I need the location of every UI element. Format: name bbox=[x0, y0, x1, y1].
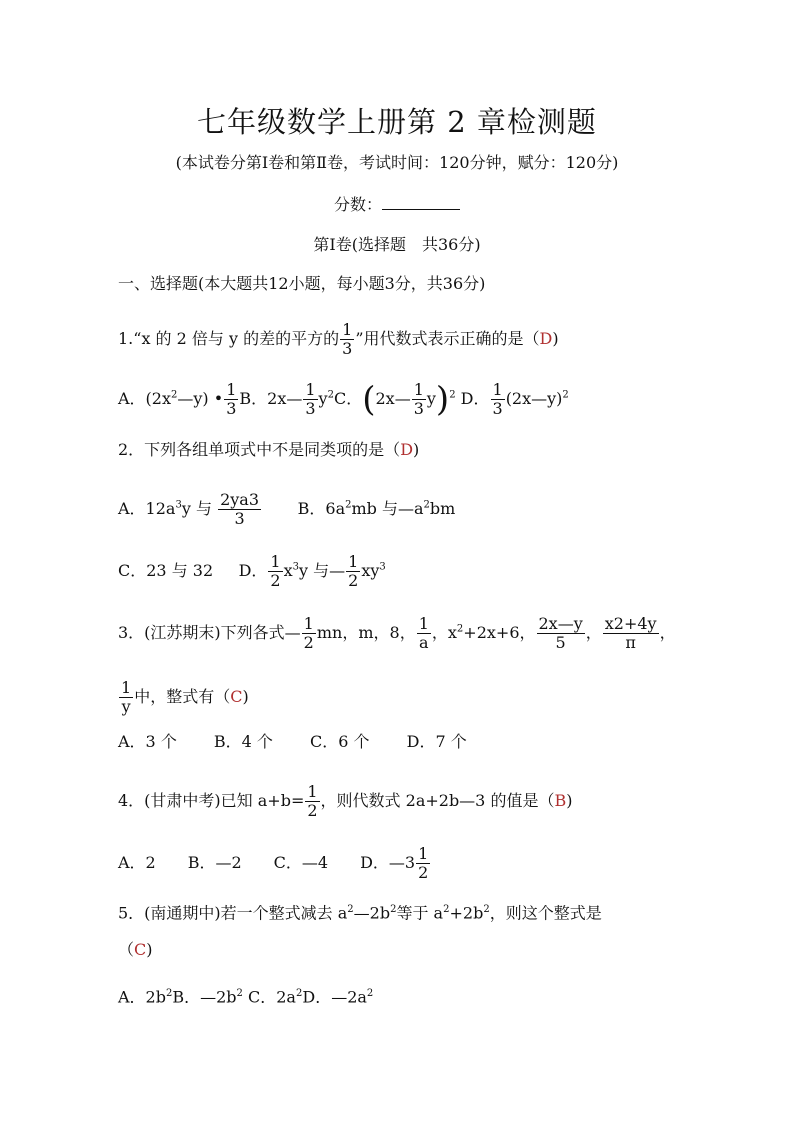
q1-option-b: B．2x— bbox=[239, 389, 303, 408]
q5-option-d: D．—2a bbox=[302, 987, 367, 1007]
q1-fraction: $\frac{1}{3}$ bbox=[342, 320, 353, 358]
q3-options: A．3 个 B．4 个 C．6 个 D．7 个 bbox=[118, 732, 467, 751]
part1-title: 第Ⅰ卷(选择题 共36分) bbox=[313, 235, 481, 254]
q1-option-d: D． bbox=[460, 389, 490, 408]
q1-option-c: C． bbox=[333, 389, 363, 408]
question-1: 1.“x 的 2 倍与 y 的差的平方的 $\frac{1}{3}$ ”用代数式表示正确的是（D) bbox=[118, 320, 559, 358]
q4-text: 4．(甘肃中考)已知 a+b= bbox=[118, 791, 305, 810]
q5-option-b: B．—2b bbox=[172, 987, 237, 1007]
q3-line2: $\frac{1}{y}$ 中，整式有（C) bbox=[121, 678, 249, 716]
q5-answer: C bbox=[134, 940, 147, 959]
q1-answer: D bbox=[539, 329, 553, 348]
q3-text: 3．(江苏期末)下列各式— bbox=[118, 623, 301, 642]
q5-option-a: A．2b bbox=[118, 987, 166, 1007]
q1-option-a: A．(2x bbox=[118, 389, 172, 408]
score-line bbox=[0, 192, 794, 215]
q5-options: A．$2b^2B$．$—2b^2$ C．$2a^2D$．$—2a^2$ bbox=[118, 987, 374, 1007]
q2-option-d: D． bbox=[238, 561, 268, 580]
section-heading: 一、选择题(本大题共12小题，每小题3分，共36分) bbox=[118, 274, 486, 293]
q2-answer: D bbox=[400, 440, 414, 459]
q2-option-c: C．23 与 32 bbox=[118, 561, 214, 580]
score-blank[interactable] bbox=[382, 195, 460, 210]
question-5: 5．(南通期中)若一个整式减去 $a^2—2b^2$等于 $a^2+2b^2$，则这个整式是 bbox=[118, 903, 602, 923]
question-4: 4．(甘肃中考)已知 a+b= $\frac{1}{2}$ ，则代数式 2a+2b—3 的值是（B) bbox=[118, 782, 573, 820]
q2-options-ab: A．$12a^3y$ 与 $\frac{2ya3}{3}$ B．$6a^2mb$ 与$—a^2bm$ bbox=[118, 490, 456, 528]
page-title: 七年级数学上册第 2 章检测题 bbox=[197, 105, 597, 139]
score-label: 分数： bbox=[333, 195, 382, 214]
q2-text: 2．下列各组单项式中不是同类项的是（ bbox=[118, 440, 401, 459]
q4-options: A．2 B．—2 C．—4 D．—3 $\frac{1}{2}$ bbox=[118, 844, 429, 882]
question-3: 3．(江苏期末)下列各式— $\frac{1}{2}$ mn，m，8， $\frac{1}{a}$ ，$x^2+2x+6$， $\frac{2x—y}{5}$ ， $\frac{x2+4y}{\pi}$ ， bbox=[118, 614, 676, 652]
q2-option-b: B．6a bbox=[297, 499, 346, 518]
q5-answer-line: （C) bbox=[118, 940, 153, 959]
q5-option-c: C．2a bbox=[242, 987, 296, 1007]
q3-answer: C bbox=[230, 687, 243, 706]
exam-subtitle: (本试卷分第Ⅰ卷和第Ⅱ卷，考试时间：120分钟，赋分：120分) bbox=[175, 153, 619, 172]
q1-text: 1.“x 的 2 倍与 y 的差的平方的 bbox=[118, 329, 340, 348]
q4-answer: B bbox=[554, 791, 567, 810]
q1-text-b: ”用代数式表示正确的是（ bbox=[355, 329, 540, 348]
q2-option-a: A．12a bbox=[118, 499, 176, 518]
q5-text: 5．(南通期中)若一个整式减去 a bbox=[118, 903, 348, 923]
q1-options: A．$(2x^2—y)$ • $\frac{1}{3}$ B．2x— $\frac{1}{3}$ $y^2C$．(2x— $\frac{1}{3}$ y)$^2$ D． $\frac{1}{3}$ (2x—y)$^2$ bbox=[118, 379, 569, 420]
q2-options-cd: C．23 与 32 D． $\frac{1}{2}$ $x^3y$ 与— $\frac{1}{2}$ $xy^3$ bbox=[118, 552, 386, 590]
question-2: 2．下列各组单项式中不是同类项的是（D) bbox=[118, 440, 420, 459]
